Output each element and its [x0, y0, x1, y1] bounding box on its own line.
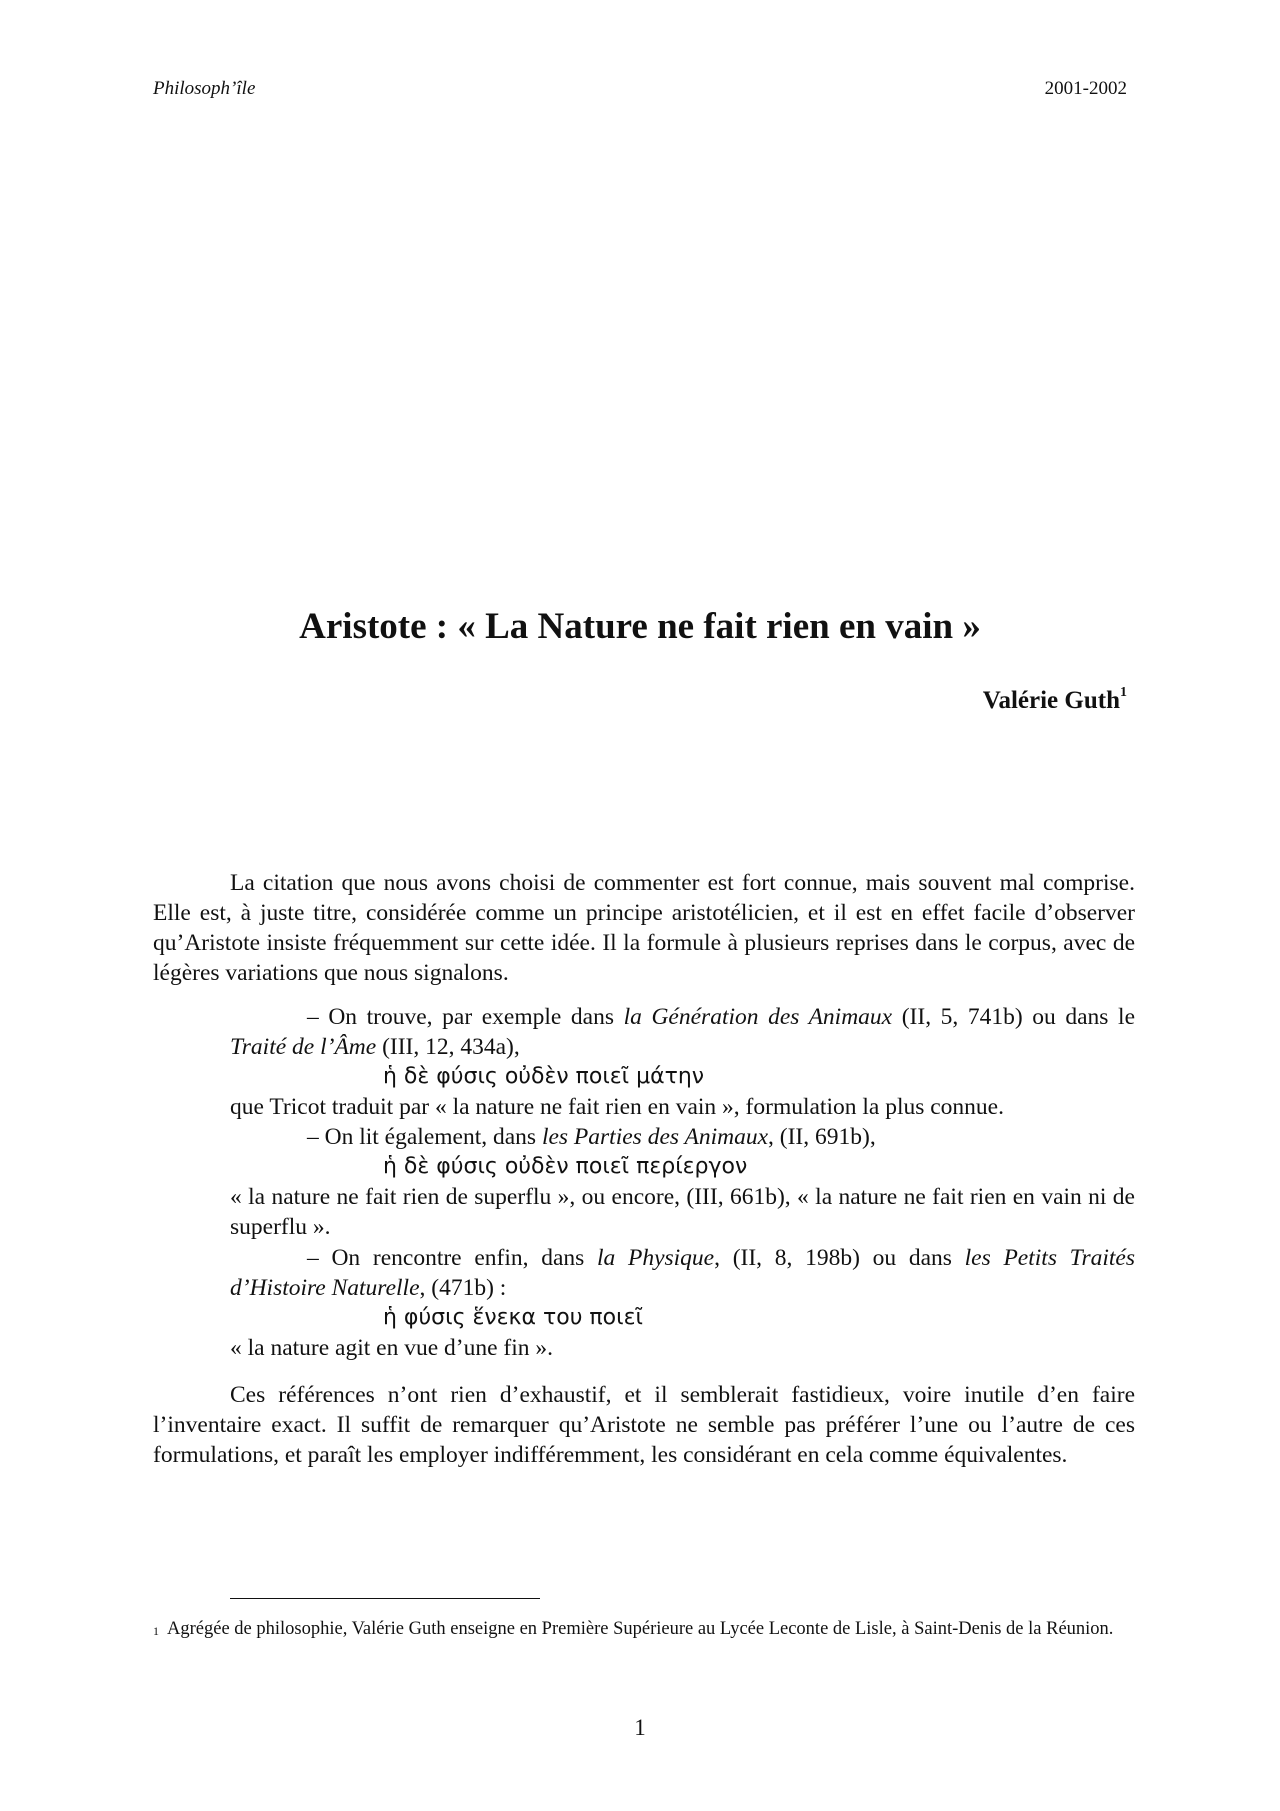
quote-block-1 [230, 1002, 1135, 1122]
quote-2-intro: – On lit également, dans les Parties des Animaux, (II, 691b), [307, 1124, 876, 1150]
running-header-journal: Philosoph’île [153, 78, 256, 99]
author-name: Valérie Guth [982, 687, 1120, 714]
quote-block-2 [230, 1122, 1135, 1242]
greek-quote-2: ἡ δὲ φύσις οὐδὲν ποιεῖ περίεργον [383, 1154, 748, 1179]
author-line [983, 687, 1127, 715]
work-title: les Parties des Animaux [541, 1124, 769, 1150]
footnote-marker: 1 [153, 1624, 159, 1638]
quote-3-translation: « la nature agit en vue d’une fin ». [230, 1335, 554, 1361]
footnote-reference[interactable]: 1 [1120, 685, 1127, 700]
footnote [153, 1616, 1135, 1643]
work-title: la Physique [596, 1245, 715, 1271]
greek-quote-1: ἡ δὲ φύσις οὐδὲν ποιεῖ μάτην [383, 1064, 705, 1089]
footnote-separator [230, 1598, 540, 1599]
quote-1-intro: – On trouve, par exemple dans la Génération des Animaux (II, 5, 741b) ou dans le Traité de l’Âme (III, 12, 434a), [230, 1004, 1135, 1060]
article-title: Aristote : « La Nature ne fait rien en vain » [299, 606, 981, 647]
quote-3-intro: – On rencontre enfin, dans la Physique, (II, 8, 198b) ou dans les Petits Traités d’Histoire Naturelle, (471b) : [230, 1245, 1135, 1301]
greek-quote-3: ἡ φύσις ἕνεκα του ποιεῖ [383, 1305, 643, 1330]
quote-block-3 [230, 1243, 1135, 1363]
closing-paragraph: Ces références n’ont rien d’exhaustif, et il semblerait fastidieux, voire inutile d’en faire l’inventaire exact. Il suffit de remarquer qu’Aristote ne semble pas préférer l’une ou l’autre de ces formulations, et paraît les employer indifféremment, les considérant en cela comme équivalentes. [153, 1382, 1135, 1468]
quote-1-translation: que Tricot traduit par « la nature ne fait rien en vain », formulation la plus connue. [230, 1094, 1004, 1120]
work-title: les Petits Traités d’Histoire Naturelle [230, 1245, 1135, 1301]
quote-2-translation: « la nature ne fait rien de superflu », ou encore, (III, 661b), « la nature ne fait rien en vain ni de superflu ». [230, 1184, 1135, 1240]
running-header-year: 2001-2002 [1044, 78, 1127, 99]
page-number: 1 [634, 1715, 646, 1740]
footnote-text: Agrégée de philosophie, Valérie Guth enseigne en Première Supérieure au Lycée Leconte de Lisle, à Saint-Denis de la Réunion. [167, 1619, 1114, 1639]
intro-paragraph: La citation que nous avons choisi de commenter est fort connue, mais souvent mal comprise. Elle est, à juste titre, considérée comme un principe aristotélicien, et il est en effet facile d’observer qu’Aristote insiste fréquemment sur cette idée. Il la formule à plusieurs reprises dans le corpus, avec de légères variations que nous signalons. [153, 870, 1135, 986]
work-title: Traité de l’Âme [230, 1034, 377, 1060]
work-title: la Génération des Animaux [623, 1004, 893, 1030]
